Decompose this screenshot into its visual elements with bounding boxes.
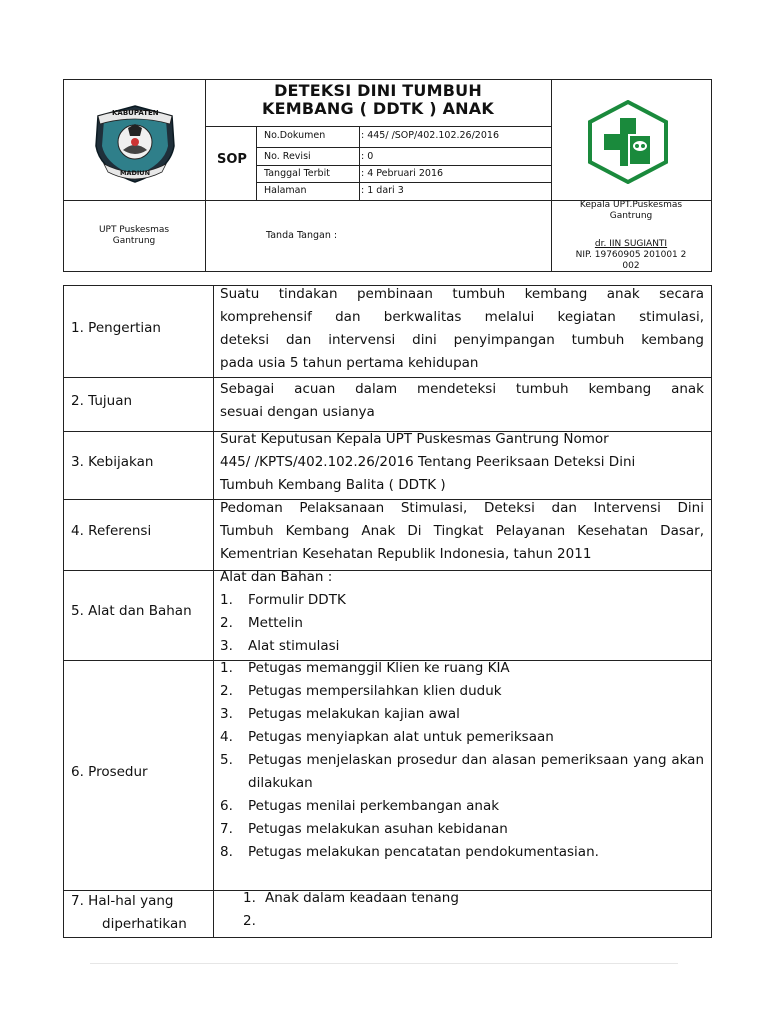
- kabupaten-madiun-logo: [90, 102, 180, 186]
- label-hal-hal: [71, 890, 187, 936]
- text-prosedur: [220, 657, 704, 864]
- item-number: 6.: [220, 798, 233, 814]
- head-name: dr. IIN SUGIANTI: [594, 239, 668, 249]
- list-item: [220, 726, 704, 749]
- label-referensi: 4. Referensi: [71, 523, 152, 539]
- list-item: [220, 703, 704, 726]
- list-item: [243, 887, 703, 910]
- field-value-no-dokumen: : 445/ /SOP/402.102.26/2016: [361, 130, 499, 141]
- item-text: Petugas melakukan asuhan kebidanan: [248, 821, 508, 837]
- field-value-tanggal-terbit: : 4 Pebruari 2016: [361, 168, 444, 179]
- signature-label: Tanda Tangan :: [266, 230, 338, 241]
- hal-list: [243, 887, 703, 933]
- item-text: Alat stimulasi: [248, 638, 340, 654]
- pengertian-line-3: deteksi dan intervensi dini penyimpangan tumbuh kembang: [220, 332, 704, 348]
- head-nip-line-2: 002: [622, 261, 640, 271]
- label-pengertian: 1. Pengertian: [71, 320, 161, 336]
- alat-intro: Alat dan Bahan :: [220, 569, 333, 585]
- item-number: 3.: [220, 638, 233, 654]
- field-value-halaman: : 1 dari 3: [361, 185, 404, 196]
- sop-label: SOP: [217, 152, 247, 167]
- referensi-line-1: Pedoman Pelaksanaan Stimulasi, Deteksi dan Intervensi Dini: [220, 500, 704, 516]
- pengertian-line-2: komprehensif dan berkwalitas melalui kegiatan stimulasi,: [220, 309, 704, 325]
- prosedur-list: [220, 657, 704, 864]
- referensi-line-2: Tumbuh Kembang Anak Di Tingkat Pelayanan Kesehatan Dasar,: [220, 523, 704, 539]
- head-title-line-2: Gantrung: [609, 211, 653, 221]
- item-text: Petugas melakukan pencatatan pendokumentasian.: [248, 844, 599, 860]
- list-item: [220, 749, 704, 795]
- text-alat-bahan: [220, 566, 704, 658]
- item-text: Anak dalam keadaan tenang: [265, 890, 459, 906]
- list-item: [220, 818, 704, 841]
- text-kebijakan: [220, 428, 704, 497]
- item-number: 2.: [243, 913, 256, 929]
- pengertian-line-1: Suatu tindakan pembinaan tumbuh kembang anak secara: [220, 286, 704, 302]
- text-referensi: [220, 497, 704, 566]
- text-pengertian: [220, 283, 704, 375]
- label-prosedur: 6. Prosedur: [71, 764, 148, 780]
- hal-label-line-2: diperhatikan: [102, 916, 187, 932]
- pengertian-line-4: pada usia 5 tahun pertama kehidupan: [220, 355, 479, 371]
- head-nip: [556, 250, 706, 272]
- item-number: 1.: [220, 660, 233, 676]
- item-text: Petugas mempersilahkan klien duduk: [248, 683, 502, 699]
- text-tujuan: [220, 378, 704, 424]
- head-title-line-1: Kepala UPT.Puskesmas: [579, 200, 683, 210]
- list-item: [220, 841, 704, 864]
- item-number: 3.: [220, 706, 233, 722]
- field-label-no-revisi: No. Revisi: [264, 151, 311, 162]
- item-text: [265, 910, 703, 933]
- document-title: [206, 82, 550, 118]
- item-text: Petugas menjelaskan prosedur dan alasan pemeriksaan yang akan dilakukan: [248, 752, 704, 791]
- item-number: 2.: [220, 683, 233, 699]
- list-item: [220, 589, 704, 612]
- item-number: 7.: [220, 821, 233, 837]
- title-line-2: KEMBANG ( DDTK ) ANAK: [262, 99, 494, 118]
- head-nip-line-1: NIP. 19760905 201001 2: [575, 250, 687, 260]
- unit-line-1: UPT Puskesmas: [98, 225, 170, 235]
- unit-name: [70, 225, 198, 247]
- kebijakan-line-3: Tumbuh Kembang Balita ( DDTK ): [220, 477, 446, 493]
- text-hal-hal: [243, 887, 703, 933]
- page-divider: [90, 963, 678, 964]
- puskesmas-logo: [587, 100, 669, 184]
- head-title: [556, 200, 706, 222]
- list-item: [243, 910, 703, 933]
- title-line-1: DETEKSI DINI TUMBUH: [274, 81, 482, 100]
- tujuan-line-2: sesuai dengan usianya: [220, 404, 375, 420]
- list-item: [220, 680, 704, 703]
- item-text: Petugas melakukan kajian awal: [248, 706, 460, 722]
- list-item: [220, 657, 704, 680]
- logo-text-top: KABUPATEN: [112, 109, 159, 117]
- item-text: Formulir DDTK: [248, 592, 346, 608]
- tujuan-line-1: Sebagai acuan dalam mendeteksi tumbuh kembang anak: [220, 381, 704, 397]
- alat-list: [220, 589, 704, 658]
- item-number: 2.: [220, 615, 233, 631]
- field-label-halaman: Halaman: [264, 185, 307, 196]
- list-item: [220, 795, 704, 818]
- field-value-no-revisi: : 0: [361, 151, 374, 162]
- item-text: Mettelin: [248, 615, 303, 631]
- unit-line-2: Gantrung: [112, 236, 156, 246]
- list-item: [220, 635, 704, 658]
- list-item: [220, 612, 704, 635]
- item-number: 4.: [220, 729, 233, 745]
- logo-text-bottom: MADIUN: [119, 169, 151, 177]
- hal-label-line-1: 7. Hal-hal yang: [71, 893, 174, 909]
- referensi-line-3: Kementrian Kesehatan Republik Indonesia, tahun 2011: [220, 546, 592, 562]
- item-text: Petugas memanggil Klien ke ruang KIA: [248, 660, 510, 676]
- item-number: 5.: [220, 752, 233, 768]
- item-number: 8.: [220, 844, 233, 860]
- item-number: 1.: [243, 890, 256, 906]
- field-label-no-dokumen: No.Dokumen: [264, 130, 326, 141]
- field-label-tanggal-terbit: Tanggal Terbit: [264, 168, 330, 179]
- kebijakan-line-2: 445/ /KPTS/402.102.26/2016 Tentang Peeriksaan Deteksi Dini: [220, 454, 636, 470]
- label-alat-bahan: 5. Alat dan Bahan: [71, 603, 192, 619]
- label-kebijakan: 3. Kebijakan: [71, 454, 154, 470]
- item-number: 1.: [220, 592, 233, 608]
- label-tujuan: 2. Tujuan: [71, 393, 133, 409]
- kebijakan-line-1: Surat Keputusan Kepala UPT Puskesmas Gantrung Nomor: [220, 431, 609, 447]
- item-text: Petugas menyiapkan alat untuk pemeriksaan: [248, 729, 554, 745]
- item-text: Petugas menilai perkembangan anak: [248, 798, 500, 814]
